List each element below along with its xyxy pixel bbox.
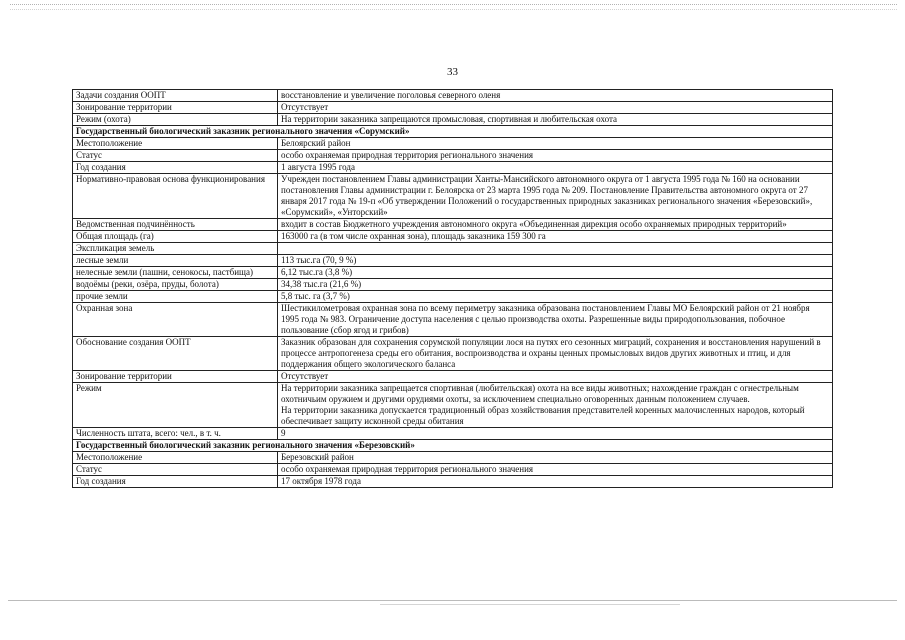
row-label: Режим	[73, 383, 278, 428]
row-label: Статус	[73, 150, 278, 162]
section-heading: Государственный биологический заказник регионального значения «Березовский»	[73, 440, 833, 452]
row-label: Экспликация земель	[73, 243, 278, 255]
row-value: 6,12 тыс.га (3,8 %)	[278, 267, 833, 279]
row-value: Шестикилометровая охранная зона по всему периметру заказника образована постановлением Главы МО Белоярский район от 21 ноября 1995 года № 983. Ограничение доступа населения с целью производства охоты. Разрешенные виды природопользования, побочное пользование (сбор ягод и грибов)	[278, 303, 833, 337]
row-value	[278, 243, 833, 255]
table-row	[73, 337, 833, 371]
regime-text-permitted: На территории заказника допускается традиционный образ хозяйствования представителей коренных малочисленных народов, который обеспечивает защиту исконной среды обитания	[281, 405, 805, 426]
row-label: нелесные земли (пашни, сенокосы, пастбища)	[73, 267, 278, 279]
row-value: Белоярский район	[278, 138, 833, 150]
row-value: восстановление и увеличение поголовья северного оленя	[278, 90, 833, 102]
table-row	[73, 90, 833, 102]
table-row	[73, 219, 833, 231]
row-value: 1 августа 1995 года	[278, 162, 833, 174]
row-label: Задачи создания ООПТ	[73, 90, 278, 102]
row-value: Заказник образован для сохранения сорумской популяции лося на путях его сезонных миграций, сохранения и восстановления нарушений в процессе антропогенеза среды его обитания, воспроизводства и охраны ценных промысловых видов других животных и птиц, и для поддержания общего экологического баланса	[278, 337, 833, 371]
table-row	[73, 243, 833, 255]
row-value: 17 октября 1978 года	[278, 476, 833, 488]
row-value: Отсутствует	[278, 371, 833, 383]
section-heading: Государственный биологический заказник регионального значения «Сорумский»	[73, 126, 833, 138]
row-label: Статус	[73, 464, 278, 476]
table-row	[73, 162, 833, 174]
section-heading-row	[73, 126, 833, 138]
table-row	[73, 255, 833, 267]
scan-edge-line	[8, 600, 897, 601]
scan-artifact	[10, 4, 897, 10]
row-label: Нормативно-правовая основа функционирования	[73, 174, 278, 219]
row-label: Местоположение	[73, 138, 278, 150]
table-row	[73, 138, 833, 150]
regime-text-prohibited: На территории заказника запрещается спортивная (любительская) охота на все виды животных; нахождение граждан с огнестрельным охотничьим оружием и другими орудиями охоты, за исключением специально оговоренных данным положением случаев.	[281, 383, 799, 404]
table-row	[73, 371, 833, 383]
row-label: Зонирование территории	[73, 371, 278, 383]
table-row	[73, 150, 833, 162]
row-label: Численность штата, всего: чел., в т. ч.	[73, 428, 278, 440]
row-value: 5,8 тыс. га (3,7 %)	[278, 291, 833, 303]
scan-edge-line	[380, 604, 680, 605]
table-row	[73, 102, 833, 114]
row-label: Ведомственная подчинённость	[73, 219, 278, 231]
row-label: Обоснование создания ООПТ	[73, 337, 278, 371]
table-row	[73, 428, 833, 440]
row-value: 163000 га (в том числе охранная зона), площадь заказника 159 300 га	[278, 231, 833, 243]
row-value: Отсутствует	[278, 102, 833, 114]
row-label: Общая площадь (га)	[73, 231, 278, 243]
row-value: Учрежден постановлением Главы администрации Ханты-Мансийского автономного округа от 1 августа 1995 года № 160 на основании постановления Главы администрации г. Белоярска от 23 марта 1995 года № 209. Постановление Правительства автономного округа от 27 января 2017 года № 19-п «Об утверждении Положений о государственных природных заказниках регионального значения «Березовский», «Сорумский», «Унторский»	[278, 174, 833, 219]
table-row	[73, 303, 833, 337]
row-label: Местоположение	[73, 452, 278, 464]
table-row	[73, 452, 833, 464]
row-value: 34,38 тыс.га (21,6 %)	[278, 279, 833, 291]
row-value: особо охраняемая природная территория регионального значения	[278, 150, 833, 162]
row-value: На территории заказника запрещаются промысловая, спортивная и любительская охота	[278, 114, 833, 126]
table-row	[73, 231, 833, 243]
table-row	[73, 114, 833, 126]
row-value: входит в состав Бюджетного учреждения автономного округа «Объединенная дирекция особо охраняемых природных территорий»	[278, 219, 833, 231]
table-row	[73, 464, 833, 476]
table-row	[73, 476, 833, 488]
row-label: Год создания	[73, 476, 278, 488]
row-label: Год создания	[73, 162, 278, 174]
row-value	[278, 383, 833, 428]
table-row	[73, 174, 833, 219]
row-value: особо охраняемая природная территория регионального значения	[278, 464, 833, 476]
reserve-info-table	[72, 89, 833, 488]
row-label: Охранная зона	[73, 303, 278, 337]
table-row	[73, 279, 833, 291]
row-label: Режим (охота)	[73, 114, 278, 126]
row-label: прочие земли	[73, 291, 278, 303]
table-row	[73, 383, 833, 428]
row-value: 9	[278, 428, 833, 440]
section-heading-row	[73, 440, 833, 452]
row-label: Зонирование территории	[73, 102, 278, 114]
row-value: Березовский район	[278, 452, 833, 464]
row-label: водоёмы (реки, озёра, пруды, болота)	[73, 279, 278, 291]
table-row	[73, 291, 833, 303]
table-row	[73, 267, 833, 279]
page-number: 33	[447, 66, 458, 78]
row-label: лесные земли	[73, 255, 278, 267]
row-value: 113 тыс.га (70, 9 %)	[278, 255, 833, 267]
